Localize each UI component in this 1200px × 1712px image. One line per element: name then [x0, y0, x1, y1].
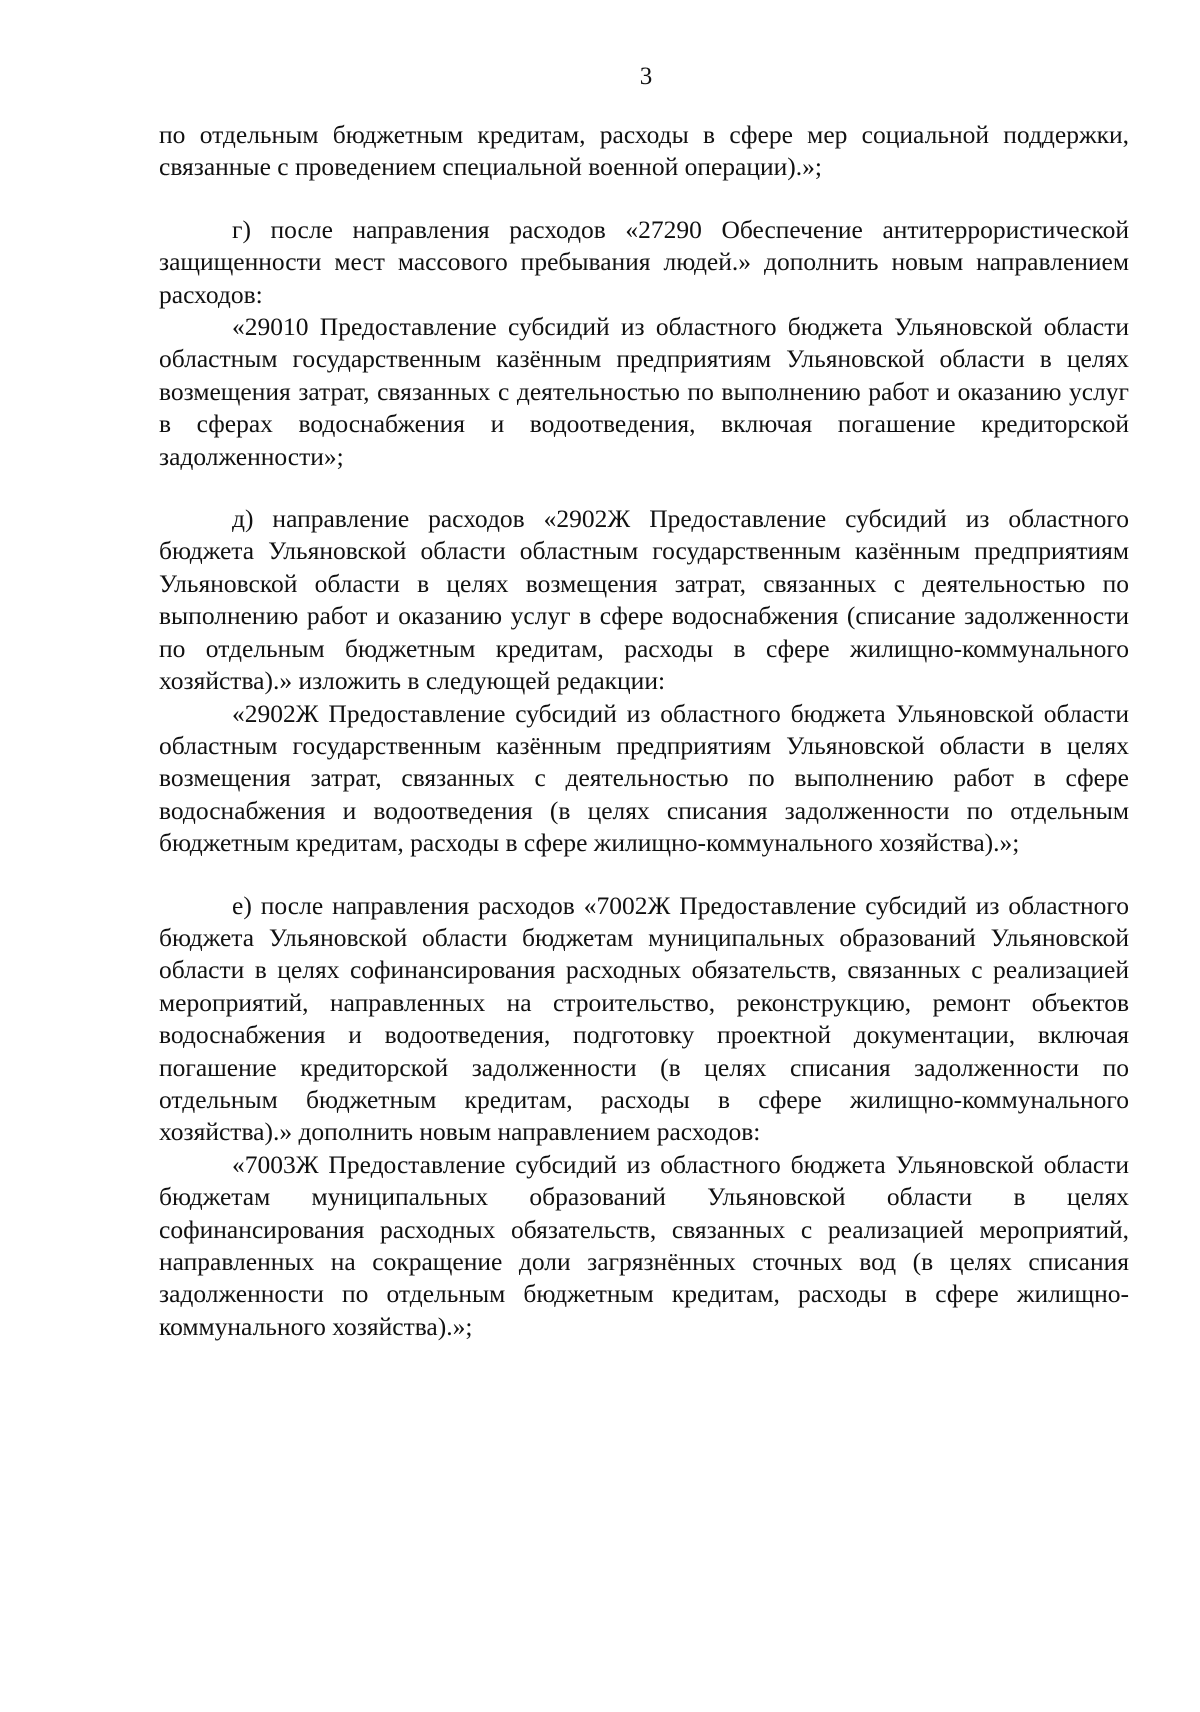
paragraph-quote-2902zh: «2902Ж Предоставление субсидий из областного бюджета Ульяновской области областным государственным казённым предприятиям Ульяновской области в целях возмещения затрат, связанных с деятельностью по выполнению работ в сфере водоснабжения и водоотведения (в целях списания задолженности по отдельным бюджетным кредитам, расходы в сфере жилищно-коммунального хозяйства).»; — [159, 698, 1129, 858]
paragraph-item-e: е) после направления расходов «7002Ж Предоставление субсидий из областного бюджета Ульяновской области бюджетам муниципальных образований Ульяновской области в целях софинансирования расходных обязательств, связанных с реализацией мероприятий, направленных на строительство, реконструкцию, ремонт объектов водоснабжения и водоотведения, подготовку проектной документации, включая погашение кредиторской задолженности (в целях списания задолженности по отдельным бюджетным кредитам, расходы в сфере жилищно-коммунального хозяйства).» дополнить новым направлением расходов: — [159, 890, 1129, 1147]
paragraph-continuation: по отдельным бюджетным кредитам, расходы в сфере мер социальной поддержки, связанные с проведением специальной военной операции).»; — [159, 120, 1129, 182]
paragraph-quote-7003zh: «7003Ж Предоставление субсидий из областного бюджета Ульяновской области бюджетам муниципальных образований Ульяновской области в целях софинансирования расходных обязательств, связанных с реализацией мероприятий, направленных на сокращение доли загрязнённых сточных вод (в целях списания задолженности по отдельным бюджетным кредитам, расходы в сфере жилищно-коммунального хозяйства).»; — [159, 1149, 1129, 1341]
paragraph-item-g: г) после направления расходов «27290 Обеспечение антитеррористической защищенности мест массового пребывания людей.» дополнить новым направлением расходов: — [159, 214, 1129, 309]
paragraph-quote-29010: «29010 Предоставление субсидий из областного бюджета Ульяновской области областным государственным казённым предприятиям Ульяновской области в целях возмещения затрат, связанных с деятельностью по выполнению работ и оказанию услуг в сферах водоснабжения и водоотведения, включая погашение кредиторской задолженности»; — [159, 312, 1129, 471]
paragraph-item-d: д) направление расходов «2902Ж Предоставление субсидий из областного бюджета Ульяновской области областным государственным казённым предприятиям Ульяновской области в целях возмещения затрат, связанных с деятельностью по выполнению работ и оказанию услуг в сфере водоснабжения (списание задолженности по отдельным бюджетным кредитам, расходы в сфере жилищно-коммунального хозяйства).» изложить в следующей редакции: — [159, 504, 1129, 696]
document-body — [159, 119, 1129, 1343]
page-number: 3 — [639, 63, 653, 90]
